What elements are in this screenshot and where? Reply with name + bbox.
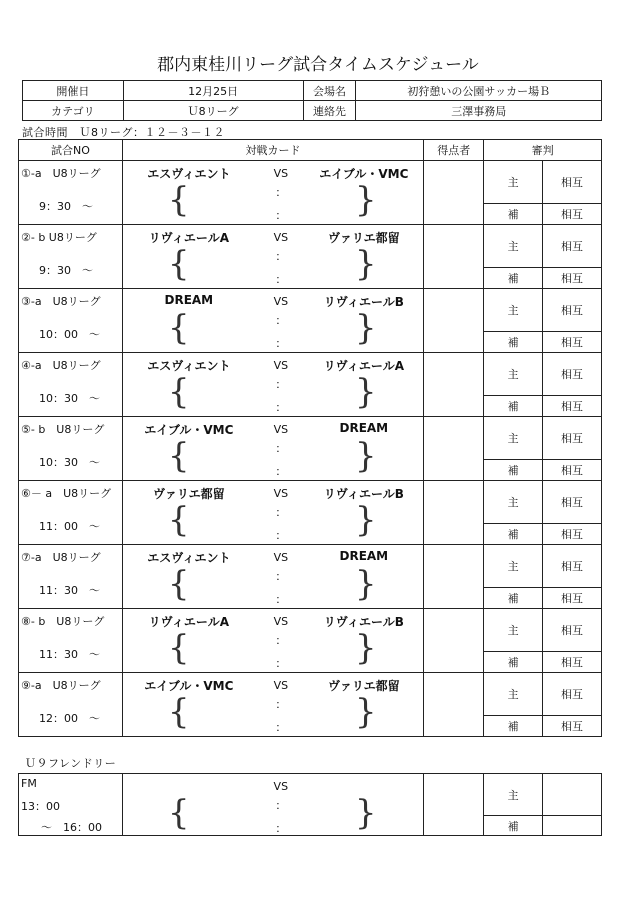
u9-friendly-label: Ｕ９フレンドリー: [25, 757, 117, 770]
match-card: [122, 609, 423, 673]
category-value: Ｕ8リーグ: [123, 101, 303, 121]
vs-label: VS: [273, 359, 289, 372]
match-row: [19, 353, 602, 396]
score-colon: ：: [275, 250, 287, 263]
ref-main-value: 相互: [543, 609, 602, 652]
right-brace-icon: }: [354, 372, 377, 412]
scorer-cell: [424, 417, 484, 481]
match-number: ⑨-a U8リーグ: [21, 679, 101, 692]
ref-sub-value: 相互: [543, 716, 602, 737]
match-row: [19, 161, 602, 204]
ref-sub-value: 相互: [543, 268, 602, 289]
match-row: [19, 225, 602, 268]
right-brace-icon: }: [354, 692, 377, 732]
home-team: DREAM: [164, 293, 214, 307]
score-colon: ：: [275, 273, 287, 286]
match-row: [19, 417, 602, 460]
ref-sub-value: 相互: [543, 396, 602, 417]
right-brace-icon: }: [354, 308, 377, 348]
ref-main-label: 主: [484, 774, 543, 816]
right-brace-icon: }: [354, 244, 377, 284]
vs-label: VS: [273, 295, 289, 308]
score-colon: ：: [275, 698, 287, 711]
match-card: [122, 673, 423, 737]
scorer-cell: [424, 481, 484, 545]
match-time: 12：00 ～: [39, 712, 100, 725]
match-number: ④-a U8リーグ: [21, 359, 101, 372]
home-team: ヴァリエ都留: [153, 487, 225, 501]
vs-label: VS: [273, 423, 289, 436]
match-row: [19, 673, 602, 716]
match-number: ③-a U8リーグ: [21, 295, 101, 308]
ref-main-value: 相互: [543, 225, 602, 268]
match-card: [122, 289, 423, 353]
friendly-end: ～ 16：00: [41, 821, 102, 834]
ref-main-label: 主: [484, 417, 543, 460]
left-brace-icon: {: [167, 180, 190, 220]
match-info-cell: [19, 609, 123, 673]
ref-sub-value: 相互: [543, 204, 602, 225]
friendly-format: FM: [21, 777, 37, 790]
away-team: リヴィエールB: [323, 615, 404, 629]
home-team: リヴィエールA: [148, 231, 229, 245]
score-colon: ：: [275, 442, 287, 455]
scorer-cell: [424, 673, 484, 737]
ref-sub-label: 補: [484, 204, 543, 225]
away-team: リヴィエールA: [323, 359, 404, 373]
left-brace-icon: {: [167, 436, 190, 476]
away-team: エイブル・VMC: [319, 167, 409, 181]
schedule-table: [18, 139, 602, 737]
header-card: 対戦カード: [122, 140, 423, 161]
match-info-cell: [19, 225, 123, 289]
ref-sub-value: [543, 816, 602, 836]
vs-label: VS: [273, 231, 289, 244]
left-brace-icon: {: [167, 372, 190, 412]
vs-label: VS: [273, 679, 289, 692]
score-colon: ：: [275, 529, 287, 542]
ref-sub-value: 相互: [543, 652, 602, 673]
match-time: 11：30 ～: [39, 584, 100, 597]
match-time-note: 試合時間 Ｕ8リーグ：１２－３－１２: [22, 126, 225, 139]
away-team: ヴァリエ都留: [328, 679, 400, 693]
right-brace-icon: }: [354, 436, 377, 476]
score-colon: ：: [275, 465, 287, 478]
right-brace-icon: }: [354, 628, 377, 668]
header-scorer: 得点者: [424, 140, 484, 161]
home-team: エスヴィエント: [147, 551, 231, 565]
match-info-cell: [19, 545, 123, 609]
match-card: [122, 225, 423, 289]
ref-sub-label: 補: [484, 268, 543, 289]
ref-sub-value: 相互: [543, 332, 602, 353]
score-colon: ：: [275, 721, 287, 734]
score-colon: ：: [275, 337, 287, 350]
score-colon: ：: [275, 378, 287, 391]
ref-sub-label: 補: [484, 816, 543, 836]
score-colon: ：: [275, 593, 287, 606]
match-card: [122, 545, 423, 609]
scorer-cell: [424, 353, 484, 417]
venue-value: 初狩憩いの公園サッカー場Ｂ: [356, 81, 602, 101]
ref-main-label: 主: [484, 161, 543, 204]
match-time: 10：30 ～: [39, 392, 100, 405]
match-card: [122, 417, 423, 481]
left-brace-icon: {: [167, 564, 190, 604]
ref-sub-label: 補: [484, 652, 543, 673]
venue-label: 会場名: [303, 81, 356, 101]
match-time: 10：00 ～: [39, 328, 100, 341]
match-time: 11：00 ～: [39, 520, 100, 533]
home-team: リヴィエールA: [148, 615, 229, 629]
left-brace-icon: {: [167, 793, 190, 833]
match-info-cell: [19, 161, 123, 225]
header-match-no: 試合NO: [19, 140, 123, 161]
vs-label: VS: [273, 551, 289, 564]
page-title: 郡内東桂川リーグ試合タイムスケジュール: [157, 55, 479, 75]
ref-sub-label: 補: [484, 524, 543, 545]
match-time: 10：30 ～: [39, 456, 100, 469]
ref-main-label: 主: [484, 225, 543, 268]
ref-sub-value: 相互: [543, 460, 602, 481]
ref-main-value: 相互: [543, 545, 602, 588]
score-colon: ：: [275, 634, 287, 647]
match-info-cell: [19, 481, 123, 545]
match-time: 11：30 ～: [39, 648, 100, 661]
right-brace-icon: }: [354, 180, 377, 220]
match-info-cell: [19, 353, 123, 417]
match-row: [19, 289, 602, 332]
ref-main-value: 相互: [543, 417, 602, 460]
ref-main-value: 相互: [543, 353, 602, 396]
away-team: ヴァリエ都留: [328, 231, 400, 245]
match-number: ①-a U8リーグ: [21, 167, 101, 180]
score-colon: ：: [275, 822, 287, 835]
right-brace-icon: }: [354, 500, 377, 540]
contact-value: 三澤事務局: [356, 101, 602, 121]
away-team: DREAM: [339, 421, 389, 435]
ref-main-value: 相互: [543, 481, 602, 524]
match-time: 9：30 ～: [39, 200, 93, 213]
match-info-cell: [19, 289, 123, 353]
vs-label: VS: [273, 167, 289, 180]
score-colon: ：: [275, 799, 287, 812]
home-team: エスヴィエント: [147, 359, 231, 373]
match-number: ⑥－ a U8リーグ: [21, 487, 112, 500]
scorer-cell: [424, 545, 484, 609]
ref-main-value: 相互: [543, 161, 602, 204]
scorer-cell: [424, 161, 484, 225]
home-team: エイブル・VMC: [144, 679, 234, 693]
score-colon: ：: [275, 401, 287, 414]
match-row: [19, 545, 602, 588]
friendly-start: 13：00: [21, 800, 60, 813]
ref-sub-label: 補: [484, 396, 543, 417]
match-card: [122, 481, 423, 545]
ref-sub-label: 補: [484, 460, 543, 481]
left-brace-icon: {: [167, 692, 190, 732]
score-colon: ：: [275, 570, 287, 583]
vs-label: VS: [273, 780, 289, 793]
left-brace-icon: {: [167, 244, 190, 284]
date-label: 開催日: [23, 81, 124, 101]
ref-main-label: 主: [484, 673, 543, 716]
match-row: [19, 609, 602, 652]
ref-main-label: 主: [484, 481, 543, 524]
ref-main-value: 相互: [543, 289, 602, 332]
ref-main-label: 主: [484, 353, 543, 396]
match-time: 9：30 ～: [39, 264, 93, 277]
ref-sub-value: 相互: [543, 524, 602, 545]
ref-sub-value: 相互: [543, 588, 602, 609]
friendly-table: [18, 773, 602, 836]
score-colon: ：: [275, 186, 287, 199]
left-brace-icon: {: [167, 628, 190, 668]
match-number: ②- b U8リーグ: [21, 231, 97, 244]
score-colon: ：: [275, 657, 287, 670]
home-team: エイブル・VMC: [144, 423, 234, 437]
ref-main-label: 主: [484, 289, 543, 332]
match-info-cell: [19, 417, 123, 481]
ref-main-value: [543, 774, 602, 816]
match-card: [122, 161, 423, 225]
scorer-cell: [424, 289, 484, 353]
ref-main-value: 相互: [543, 673, 602, 716]
match-row: [19, 481, 602, 524]
friendly-card: [122, 774, 423, 836]
score-colon: ：: [275, 314, 287, 327]
match-card: [122, 353, 423, 417]
scorer-cell: [424, 774, 484, 836]
scorer-cell: [424, 609, 484, 673]
left-brace-icon: {: [167, 308, 190, 348]
away-team: リヴィエールB: [323, 295, 404, 309]
right-brace-icon: }: [354, 564, 377, 604]
match-number: ⑤- b U8リーグ: [21, 423, 105, 436]
ref-sub-label: 補: [484, 332, 543, 353]
away-team: リヴィエールB: [323, 487, 404, 501]
ref-sub-label: 補: [484, 716, 543, 737]
match-info-cell: [19, 673, 123, 737]
vs-label: VS: [273, 487, 289, 500]
header-referee: 審判: [484, 140, 602, 161]
home-team: エスヴィエント: [147, 167, 231, 181]
left-brace-icon: {: [167, 500, 190, 540]
match-number: ⑦-a U8リーグ: [21, 551, 101, 564]
friendly-info-cell: [19, 774, 123, 836]
info-table: [22, 80, 602, 121]
ref-main-label: 主: [484, 609, 543, 652]
score-colon: ：: [275, 506, 287, 519]
contact-label: 連絡先: [303, 101, 356, 121]
score-colon: ：: [275, 209, 287, 222]
match-number: ⑧- b U8リーグ: [21, 615, 105, 628]
category-label: カテゴリ: [23, 101, 124, 121]
ref-main-label: 主: [484, 545, 543, 588]
right-brace-icon: }: [354, 793, 377, 833]
ref-sub-label: 補: [484, 588, 543, 609]
away-team: DREAM: [339, 549, 389, 563]
vs-label: VS: [273, 615, 289, 628]
scorer-cell: [424, 225, 484, 289]
date-value: 12月25日: [123, 81, 303, 101]
